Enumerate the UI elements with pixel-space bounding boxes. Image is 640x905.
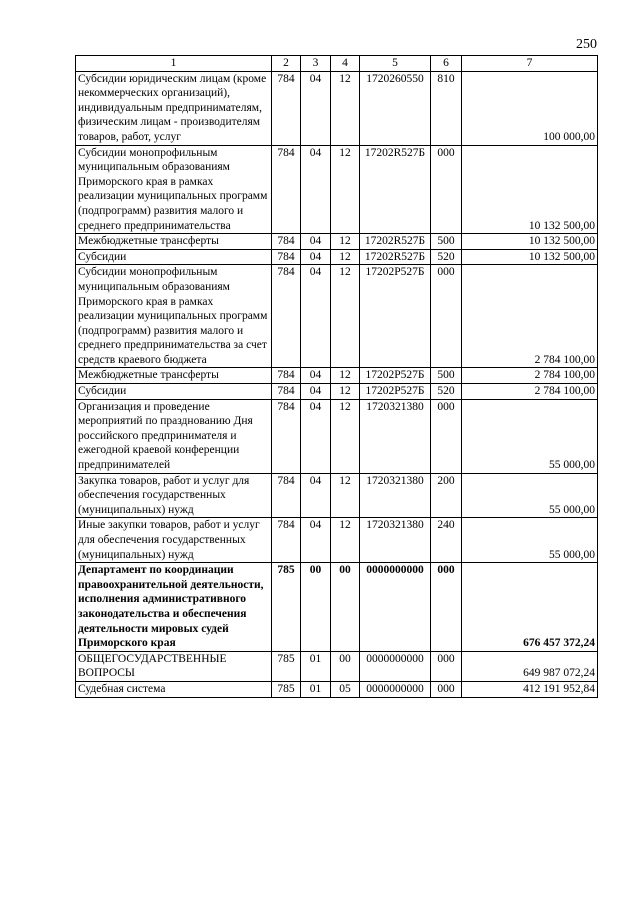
table-row <box>76 71 598 145</box>
section-code-cell: 04 <box>301 265 331 368</box>
subsection-code-cell: 00 <box>331 563 360 652</box>
subsection-code-cell: 12 <box>331 234 360 250</box>
subsection-code-cell: 12 <box>331 71 360 145</box>
ministry-code-cell: 784 <box>272 265 301 368</box>
target-article-cell: 17202Р527Б <box>360 368 431 384</box>
amount-cell: 10 132 500,00 <box>462 234 598 250</box>
subsection-code-cell: 12 <box>331 368 360 384</box>
row-name-cell: Субсидии монопрофильным муниципальным образованиям Приморского края в рамках реализации муниципальных программ (подпрограмм) развития малого и среднего предпринимательства за счет средств краевого бюджета <box>76 265 272 368</box>
amount-cell: 412 191 952,84 <box>462 681 598 697</box>
table-row <box>76 563 598 652</box>
row-name-cell: Субсидии монопрофильным муниципальным образованиям Приморского края в рамках реализации муниципальных программ (подпрограмм) развития малого и среднего предпринимательства <box>76 145 272 234</box>
ministry-code-cell: 785 <box>272 681 301 697</box>
amount-cell: 55 000,00 <box>462 518 598 563</box>
column-header: 1 <box>76 56 272 72</box>
ministry-code-cell: 784 <box>272 249 301 265</box>
amount-cell: 2 784 100,00 <box>462 265 598 368</box>
table-row <box>76 384 598 400</box>
target-article-cell: 17202R527Б <box>360 249 431 265</box>
row-name-cell: Субсидии <box>76 249 272 265</box>
table-row <box>76 681 598 697</box>
expense-type-cell: 500 <box>431 234 462 250</box>
section-code-cell: 04 <box>301 518 331 563</box>
target-article-cell: 17202R527Б <box>360 234 431 250</box>
section-code-cell: 04 <box>301 473 331 518</box>
subsection-code-cell: 12 <box>331 518 360 563</box>
section-code-cell: 00 <box>301 563 331 652</box>
target-article-cell: 1720321380 <box>360 518 431 563</box>
ministry-code-cell: 784 <box>272 399 301 473</box>
ministry-code-cell: 784 <box>272 473 301 518</box>
table-row <box>76 399 598 473</box>
ministry-code-cell: 784 <box>272 234 301 250</box>
section-code-cell: 01 <box>301 651 331 681</box>
subsection-code-cell: 00 <box>331 651 360 681</box>
column-header: 2 <box>272 56 301 72</box>
section-code-cell: 04 <box>301 249 331 265</box>
target-article-cell: 17202Р527Б <box>360 265 431 368</box>
ministry-code-cell: 784 <box>272 384 301 400</box>
amount-cell: 100 000,00 <box>462 71 598 145</box>
subsection-code-cell: 12 <box>331 473 360 518</box>
table-row <box>76 651 598 681</box>
row-name-cell: Организация и проведение мероприятий по празднованию Дня российского предпринимателя и ежегодной краевой конференции предпринимателей <box>76 399 272 473</box>
amount-cell: 676 457 372,24 <box>462 563 598 652</box>
expense-type-cell: 000 <box>431 651 462 681</box>
column-header: 3 <box>301 56 331 72</box>
target-article-cell: 17202Р527Б <box>360 384 431 400</box>
section-code-cell: 04 <box>301 368 331 384</box>
section-code-cell: 04 <box>301 399 331 473</box>
budget-table <box>75 55 598 698</box>
table-body <box>76 71 598 697</box>
row-name-cell: Закупка товаров, работ и услуг для обеспечения государственных (муниципальных) нужд <box>76 473 272 518</box>
expense-type-cell: 000 <box>431 563 462 652</box>
amount-cell: 2 784 100,00 <box>462 368 598 384</box>
column-header: 4 <box>331 56 360 72</box>
expense-type-cell: 520 <box>431 384 462 400</box>
amount-cell: 649 987 072,24 <box>462 651 598 681</box>
target-article-cell: 1720260550 <box>360 71 431 145</box>
amount-cell: 10 132 500,00 <box>462 249 598 265</box>
section-code-cell: 04 <box>301 234 331 250</box>
expense-type-cell: 520 <box>431 249 462 265</box>
table-row <box>76 518 598 563</box>
section-code-cell: 04 <box>301 145 331 234</box>
row-name-cell: ОБЩЕГОСУДАРСТВЕННЫЕ ВОПРОСЫ <box>76 651 272 681</box>
target-article-cell: 1720321380 <box>360 473 431 518</box>
target-article-cell: 0000000000 <box>360 563 431 652</box>
target-article-cell: 1720321380 <box>360 399 431 473</box>
subsection-code-cell: 12 <box>331 384 360 400</box>
page-number: 250 <box>576 37 597 52</box>
amount-cell: 55 000,00 <box>462 473 598 518</box>
ministry-code-cell: 785 <box>272 563 301 652</box>
table-row <box>76 368 598 384</box>
subsection-code-cell: 12 <box>331 145 360 234</box>
section-code-cell: 04 <box>301 71 331 145</box>
expense-type-cell: 000 <box>431 145 462 234</box>
expense-type-cell: 810 <box>431 71 462 145</box>
expense-type-cell: 200 <box>431 473 462 518</box>
section-code-cell: 04 <box>301 384 331 400</box>
ministry-code-cell: 785 <box>272 651 301 681</box>
row-name-cell: Субсидии юридическим лицам (кроме некоммерческих организаций), индивидуальным предпринимателям, физическим лицам - производителям товаров, работ, услуг <box>76 71 272 145</box>
target-article-cell: 17202R527Б <box>360 145 431 234</box>
row-name-cell: Межбюджетные трансферты <box>76 234 272 250</box>
table-row <box>76 473 598 518</box>
expense-type-cell: 000 <box>431 399 462 473</box>
column-header: 6 <box>431 56 462 72</box>
column-header: 7 <box>462 56 598 72</box>
table-header <box>76 56 598 72</box>
expense-type-cell: 000 <box>431 265 462 368</box>
table-row <box>76 265 598 368</box>
expense-type-cell: 500 <box>431 368 462 384</box>
subsection-code-cell: 12 <box>331 399 360 473</box>
ministry-code-cell: 784 <box>272 518 301 563</box>
target-article-cell: 0000000000 <box>360 681 431 697</box>
table-row <box>76 145 598 234</box>
row-name-cell: Субсидии <box>76 384 272 400</box>
expense-type-cell: 000 <box>431 681 462 697</box>
header-row <box>76 56 598 72</box>
amount-cell: 2 784 100,00 <box>462 384 598 400</box>
amount-cell: 55 000,00 <box>462 399 598 473</box>
row-name-cell: Межбюджетные трансферты <box>76 368 272 384</box>
subsection-code-cell: 05 <box>331 681 360 697</box>
row-name-cell: Судебная система <box>76 681 272 697</box>
table-row <box>76 249 598 265</box>
ministry-code-cell: 784 <box>272 71 301 145</box>
expense-type-cell: 240 <box>431 518 462 563</box>
table-row <box>76 234 598 250</box>
ministry-code-cell: 784 <box>272 368 301 384</box>
row-name-cell: Иные закупки товаров, работ и услуг для обеспечения государственных (муниципальных) нужд <box>76 518 272 563</box>
amount-cell: 10 132 500,00 <box>462 145 598 234</box>
section-code-cell: 01 <box>301 681 331 697</box>
subsection-code-cell: 12 <box>331 265 360 368</box>
target-article-cell: 0000000000 <box>360 651 431 681</box>
row-name-cell: Департамент по координации правоохранительной деятельности, исполнения административного законодательства и обеспечения деятельности мировых судей Приморского края <box>76 563 272 652</box>
ministry-code-cell: 784 <box>272 145 301 234</box>
column-header: 5 <box>360 56 431 72</box>
subsection-code-cell: 12 <box>331 249 360 265</box>
